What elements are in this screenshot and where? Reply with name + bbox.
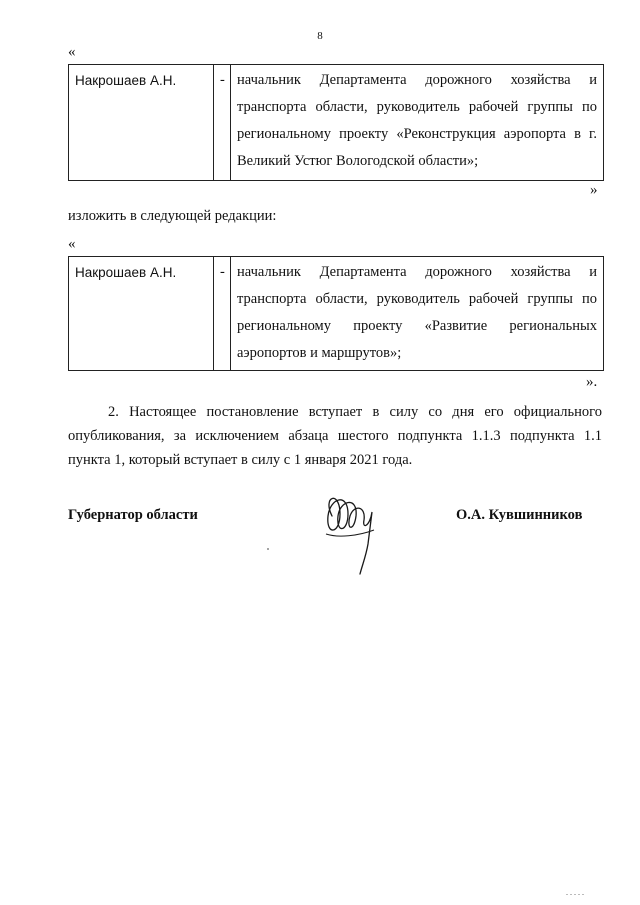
new-entry-table [68,256,604,371]
signatory-name: О.А. Кувшинников [456,507,583,523]
open-quote-2: « [68,236,76,252]
close-quote-1: » [590,182,598,198]
dash-cell: - [214,65,231,181]
table-row [69,65,604,181]
paragraph-effective-date: 2. Настоящее постановление вступает в силу со дня его официального опубликования, за исключением абзаца шестого подпункта 1.1.3 подпункта 1.1 пункта 1, который вступает в силу с 1 января 2021 года. [68,404,602,468]
signatory-title: Губернатор области [68,507,198,523]
open-quote-1: « [68,44,76,60]
member-description: начальник Департамента дорожного хозяйства и транспорта области, руководитель рабочей группы по региональному проекту «Развитие региональных аэропортов и маршрутов»; [231,257,604,371]
close-quote-2: ». [586,374,598,390]
scan-mark-icon [566,893,586,896]
table-row [69,257,604,371]
handwritten-signature-icon [318,486,388,576]
page-number: 8 [317,30,323,42]
old-entry-table [68,64,604,181]
member-description: начальник Департамента дорожного хозяйства и транспорта области, руководитель рабочей группы по региональному проекту «Реконструкция аэропорта в г. Великий Устюг Вологодской области»; [231,65,604,181]
scan-speck [267,548,269,550]
member-name: Накрошаев А.Н. [69,257,214,371]
intro-text: изложить в следующей редакции: [68,208,277,224]
member-name: Накрошаев А.Н. [69,65,214,181]
dash-cell: - [214,257,231,371]
